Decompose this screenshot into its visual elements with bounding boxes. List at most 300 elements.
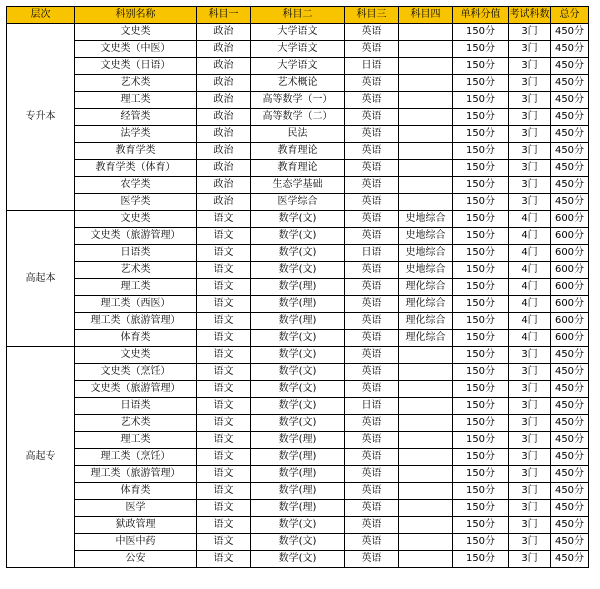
- category-cell: 文史类（中医）: [75, 41, 197, 58]
- category-cell: 法学类: [75, 126, 197, 143]
- score-cell: 150分: [453, 347, 509, 364]
- total-score-cell: 450分: [551, 432, 589, 449]
- subject-3-cell: 英语: [345, 279, 399, 296]
- category-cell: 医学: [75, 500, 197, 517]
- exam-count-cell: 4门: [509, 228, 551, 245]
- category-cell: 理工类: [75, 432, 197, 449]
- exam-count-cell: 3门: [509, 398, 551, 415]
- subject-4-cell: 史地综合: [399, 228, 453, 245]
- subject-2-cell: 生态学基础: [251, 177, 345, 194]
- total-score-cell: 600分: [551, 245, 589, 262]
- subject-1-cell: 政治: [197, 58, 251, 75]
- table-row: [7, 75, 589, 92]
- subject-1-cell: 政治: [197, 109, 251, 126]
- total-score-cell: 450分: [551, 364, 589, 381]
- table-row: [7, 347, 589, 364]
- subject-2-cell: 数学(文): [251, 551, 345, 568]
- subject-2-cell: 数学(文): [251, 347, 345, 364]
- subject-4-cell: [399, 415, 453, 432]
- exam-count-cell: 3门: [509, 432, 551, 449]
- table-row: [7, 211, 589, 228]
- total-score-cell: 600分: [551, 279, 589, 296]
- category-cell: 文史类（烹饪）: [75, 364, 197, 381]
- table-body: [7, 24, 589, 568]
- table-row: [7, 58, 589, 75]
- header-subject-1: 科目一: [197, 7, 251, 24]
- subject-1-cell: 政治: [197, 41, 251, 58]
- score-cell: 150分: [453, 262, 509, 279]
- table-header-row: [7, 7, 589, 24]
- category-cell: 理工类（西医）: [75, 296, 197, 313]
- level-cell: 高起专: [7, 347, 75, 568]
- total-score-cell: 450分: [551, 160, 589, 177]
- subject-2-cell: 数学(理): [251, 466, 345, 483]
- subject-4-cell: 史地综合: [399, 245, 453, 262]
- exam-count-cell: 3门: [509, 58, 551, 75]
- score-cell: 150分: [453, 58, 509, 75]
- total-score-cell: 450分: [551, 41, 589, 58]
- subject-4-cell: [399, 58, 453, 75]
- table-row: [7, 517, 589, 534]
- exam-count-cell: 3门: [509, 160, 551, 177]
- level-cell: 专升本: [7, 24, 75, 211]
- category-cell: 文史类: [75, 211, 197, 228]
- exam-count-cell: 3门: [509, 177, 551, 194]
- category-cell: 艺术类: [75, 262, 197, 279]
- total-score-cell: 450分: [551, 75, 589, 92]
- subject-4-cell: [399, 75, 453, 92]
- score-cell: 150分: [453, 449, 509, 466]
- subject-1-cell: 政治: [197, 24, 251, 41]
- subject-1-cell: 语文: [197, 466, 251, 483]
- subject-1-cell: 政治: [197, 143, 251, 160]
- subject-1-cell: 政治: [197, 160, 251, 177]
- subject-2-cell: 数学(文): [251, 211, 345, 228]
- exam-count-cell: 4门: [509, 211, 551, 228]
- table-row: [7, 92, 589, 109]
- subject-2-cell: 数学(文): [251, 245, 345, 262]
- score-cell: 150分: [453, 109, 509, 126]
- subject-1-cell: 语文: [197, 313, 251, 330]
- subject-3-cell: 英语: [345, 432, 399, 449]
- subject-4-cell: [399, 449, 453, 466]
- category-cell: 体育类: [75, 483, 197, 500]
- subject-3-cell: 英语: [345, 75, 399, 92]
- total-score-cell: 600分: [551, 330, 589, 347]
- table-row: [7, 109, 589, 126]
- subject-3-cell: 英语: [345, 313, 399, 330]
- subject-3-cell: 英语: [345, 500, 399, 517]
- subject-4-cell: [399, 398, 453, 415]
- subject-4-cell: [399, 517, 453, 534]
- subject-4-cell: 史地综合: [399, 211, 453, 228]
- category-cell: 医学类: [75, 194, 197, 211]
- score-cell: 150分: [453, 500, 509, 517]
- total-score-cell: 600分: [551, 211, 589, 228]
- exam-count-cell: 4门: [509, 330, 551, 347]
- total-score-cell: 600分: [551, 296, 589, 313]
- category-cell: 教育学类: [75, 143, 197, 160]
- score-cell: 150分: [453, 126, 509, 143]
- subject-3-cell: 英语: [345, 228, 399, 245]
- subject-1-cell: 语文: [197, 228, 251, 245]
- table-row: [7, 41, 589, 58]
- subject-1-cell: 政治: [197, 126, 251, 143]
- total-score-cell: 450分: [551, 347, 589, 364]
- subject-3-cell: 英语: [345, 483, 399, 500]
- subject-3-cell: 日语: [345, 58, 399, 75]
- subject-4-cell: [399, 126, 453, 143]
- header-level: 层次: [7, 7, 75, 24]
- table-row: [7, 415, 589, 432]
- table-row: [7, 381, 589, 398]
- subject-4-cell: 理化综合: [399, 279, 453, 296]
- category-cell: 理工类: [75, 279, 197, 296]
- category-cell: 理工类: [75, 92, 197, 109]
- score-cell: 150分: [453, 24, 509, 41]
- subject-2-cell: 教育理论: [251, 160, 345, 177]
- header-total-score: 总分: [551, 7, 589, 24]
- category-cell: 体育类: [75, 330, 197, 347]
- subject-4-cell: 史地综合: [399, 262, 453, 279]
- subject-4-cell: [399, 160, 453, 177]
- subject-2-cell: 高等数学（一）: [251, 92, 345, 109]
- subject-1-cell: 语文: [197, 432, 251, 449]
- category-cell: 艺术类: [75, 415, 197, 432]
- total-score-cell: 450分: [551, 398, 589, 415]
- total-score-cell: 450分: [551, 24, 589, 41]
- score-cell: 150分: [453, 381, 509, 398]
- score-cell: 150分: [453, 466, 509, 483]
- table-row: [7, 177, 589, 194]
- subject-2-cell: 数学(理): [251, 483, 345, 500]
- score-cell: 150分: [453, 517, 509, 534]
- total-score-cell: 450分: [551, 194, 589, 211]
- exam-count-cell: 3门: [509, 534, 551, 551]
- exam-count-cell: 3门: [509, 41, 551, 58]
- subject-2-cell: 数学(文): [251, 228, 345, 245]
- score-cell: 150分: [453, 177, 509, 194]
- category-cell: 理工类（烹饪）: [75, 449, 197, 466]
- subject-2-cell: 数学(文): [251, 330, 345, 347]
- header-subject-4: 科目四: [399, 7, 453, 24]
- total-score-cell: 450分: [551, 483, 589, 500]
- exam-count-cell: 4门: [509, 296, 551, 313]
- subject-1-cell: 政治: [197, 75, 251, 92]
- category-cell: 文史类: [75, 347, 197, 364]
- table-row: [7, 24, 589, 41]
- score-cell: 150分: [453, 296, 509, 313]
- header-subject-3: 科目三: [345, 7, 399, 24]
- table-row: [7, 500, 589, 517]
- exam-count-cell: 4门: [509, 245, 551, 262]
- category-cell: 公安: [75, 551, 197, 568]
- category-cell: 理工类（旅游管理）: [75, 466, 197, 483]
- subject-3-cell: 英语: [345, 534, 399, 551]
- total-score-cell: 600分: [551, 313, 589, 330]
- subject-2-cell: 大学语文: [251, 24, 345, 41]
- subject-3-cell: 英语: [345, 466, 399, 483]
- subject-4-cell: [399, 432, 453, 449]
- subject-3-cell: 英语: [345, 364, 399, 381]
- table-row: [7, 313, 589, 330]
- table-row: [7, 466, 589, 483]
- score-cell: 150分: [453, 41, 509, 58]
- subject-2-cell: 数学(理): [251, 279, 345, 296]
- subject-1-cell: 语文: [197, 211, 251, 228]
- subject-4-cell: [399, 24, 453, 41]
- score-cell: 150分: [453, 432, 509, 449]
- total-score-cell: 450分: [551, 92, 589, 109]
- subject-3-cell: 英语: [345, 296, 399, 313]
- subject-4-cell: [399, 347, 453, 364]
- subject-4-cell: [399, 534, 453, 551]
- total-score-cell: 450分: [551, 517, 589, 534]
- subject-1-cell: 语文: [197, 534, 251, 551]
- exam-count-cell: 4门: [509, 279, 551, 296]
- subject-3-cell: 英语: [345, 517, 399, 534]
- subject-3-cell: 日语: [345, 398, 399, 415]
- table-row: [7, 449, 589, 466]
- subject-1-cell: 语文: [197, 262, 251, 279]
- exam-count-cell: 3门: [509, 126, 551, 143]
- subject-4-cell: [399, 466, 453, 483]
- exam-count-cell: 3门: [509, 483, 551, 500]
- table-row: [7, 296, 589, 313]
- subject-2-cell: 数学(文): [251, 262, 345, 279]
- category-cell: 文史类（旅游管理）: [75, 228, 197, 245]
- exam-count-cell: 4门: [509, 313, 551, 330]
- subject-4-cell: 理化综合: [399, 330, 453, 347]
- subject-1-cell: 语文: [197, 381, 251, 398]
- total-score-cell: 450分: [551, 126, 589, 143]
- exam-count-cell: 3门: [509, 347, 551, 364]
- subject-3-cell: 英语: [345, 381, 399, 398]
- subject-2-cell: 艺术概论: [251, 75, 345, 92]
- score-cell: 150分: [453, 228, 509, 245]
- score-cell: 150分: [453, 483, 509, 500]
- exam-subject-table: [6, 6, 589, 568]
- subject-3-cell: 英语: [345, 41, 399, 58]
- subject-1-cell: 语文: [197, 347, 251, 364]
- subject-2-cell: 数学(文): [251, 364, 345, 381]
- subject-2-cell: 数学(文): [251, 381, 345, 398]
- subject-1-cell: 语文: [197, 449, 251, 466]
- subject-1-cell: 语文: [197, 551, 251, 568]
- total-score-cell: 450分: [551, 109, 589, 126]
- total-score-cell: 450分: [551, 415, 589, 432]
- total-score-cell: 450分: [551, 466, 589, 483]
- subject-2-cell: 数学(理): [251, 500, 345, 517]
- subject-1-cell: 语文: [197, 415, 251, 432]
- table-row: [7, 160, 589, 177]
- subject-2-cell: 医学综合: [251, 194, 345, 211]
- subject-2-cell: 民法: [251, 126, 345, 143]
- subject-4-cell: [399, 500, 453, 517]
- score-cell: 150分: [453, 143, 509, 160]
- exam-count-cell: 3门: [509, 75, 551, 92]
- exam-count-cell: 3门: [509, 449, 551, 466]
- subject-3-cell: 英语: [345, 262, 399, 279]
- total-score-cell: 450分: [551, 381, 589, 398]
- subject-2-cell: 数学(文): [251, 415, 345, 432]
- subject-1-cell: 语文: [197, 279, 251, 296]
- subject-3-cell: 英语: [345, 551, 399, 568]
- exam-count-cell: 3门: [509, 466, 551, 483]
- subject-2-cell: 数学(文): [251, 517, 345, 534]
- category-cell: 文史类: [75, 24, 197, 41]
- subject-3-cell: 英语: [345, 109, 399, 126]
- total-score-cell: 450分: [551, 143, 589, 160]
- score-cell: 150分: [453, 330, 509, 347]
- subject-2-cell: 数学(文): [251, 398, 345, 415]
- score-cell: 150分: [453, 92, 509, 109]
- subject-4-cell: [399, 194, 453, 211]
- score-cell: 150分: [453, 194, 509, 211]
- header-category: 科别名称: [75, 7, 197, 24]
- subject-4-cell: [399, 483, 453, 500]
- subject-2-cell: 数学(理): [251, 313, 345, 330]
- subject-4-cell: [399, 92, 453, 109]
- subject-4-cell: [399, 109, 453, 126]
- subject-3-cell: 英语: [345, 160, 399, 177]
- category-cell: 农学类: [75, 177, 197, 194]
- category-cell: 文史类（旅游管理）: [75, 381, 197, 398]
- subject-1-cell: 语文: [197, 517, 251, 534]
- table-row: [7, 143, 589, 160]
- score-cell: 150分: [453, 75, 509, 92]
- table-row: [7, 398, 589, 415]
- subject-4-cell: [399, 551, 453, 568]
- subject-3-cell: 英语: [345, 143, 399, 160]
- score-cell: 150分: [453, 364, 509, 381]
- table-row: [7, 194, 589, 211]
- header-exam-count: 考试科数: [509, 7, 551, 24]
- table-row: [7, 364, 589, 381]
- subject-2-cell: 大学语文: [251, 41, 345, 58]
- total-score-cell: 450分: [551, 58, 589, 75]
- table-row: [7, 262, 589, 279]
- table-row: [7, 483, 589, 500]
- subject-4-cell: 理化综合: [399, 313, 453, 330]
- subject-3-cell: 英语: [345, 92, 399, 109]
- subject-4-cell: [399, 177, 453, 194]
- category-cell: 文史类（日语）: [75, 58, 197, 75]
- table-row: [7, 534, 589, 551]
- category-cell: 日语类: [75, 245, 197, 262]
- subject-4-cell: [399, 381, 453, 398]
- subject-2-cell: 教育理论: [251, 143, 345, 160]
- exam-count-cell: 3门: [509, 143, 551, 160]
- subject-4-cell: [399, 41, 453, 58]
- subject-3-cell: 英语: [345, 415, 399, 432]
- category-cell: 教育学类（体育）: [75, 160, 197, 177]
- subject-1-cell: 语文: [197, 330, 251, 347]
- table-row: [7, 245, 589, 262]
- subject-1-cell: 语文: [197, 296, 251, 313]
- subject-3-cell: 英语: [345, 347, 399, 364]
- subject-2-cell: 数学(理): [251, 449, 345, 466]
- subject-3-cell: 日语: [345, 245, 399, 262]
- exam-count-cell: 3门: [509, 24, 551, 41]
- subject-3-cell: 英语: [345, 194, 399, 211]
- table-row: [7, 279, 589, 296]
- total-score-cell: 450分: [551, 551, 589, 568]
- exam-count-cell: 3门: [509, 364, 551, 381]
- table-row: [7, 228, 589, 245]
- subject-3-cell: 英语: [345, 330, 399, 347]
- subject-3-cell: 英语: [345, 126, 399, 143]
- exam-count-cell: 3门: [509, 551, 551, 568]
- exam-count-cell: 3门: [509, 92, 551, 109]
- exam-count-cell: 3门: [509, 194, 551, 211]
- subject-3-cell: 英语: [345, 211, 399, 228]
- total-score-cell: 450分: [551, 500, 589, 517]
- score-cell: 150分: [453, 313, 509, 330]
- score-cell: 150分: [453, 279, 509, 296]
- table-row: [7, 432, 589, 449]
- table-row: [7, 126, 589, 143]
- subject-4-cell: [399, 364, 453, 381]
- exam-count-cell: 3门: [509, 109, 551, 126]
- subject-3-cell: 英语: [345, 24, 399, 41]
- subject-4-cell: [399, 143, 453, 160]
- category-cell: 理工类（旅游管理）: [75, 313, 197, 330]
- subject-1-cell: 语文: [197, 364, 251, 381]
- subject-2-cell: 高等数学（二）: [251, 109, 345, 126]
- subject-1-cell: 政治: [197, 92, 251, 109]
- subject-2-cell: 数学(文): [251, 534, 345, 551]
- header-score-per-subject: 单科分值: [453, 7, 509, 24]
- subject-3-cell: 英语: [345, 449, 399, 466]
- total-score-cell: 450分: [551, 534, 589, 551]
- subject-1-cell: 语文: [197, 245, 251, 262]
- exam-count-cell: 3门: [509, 415, 551, 432]
- score-cell: 150分: [453, 160, 509, 177]
- table-row: [7, 330, 589, 347]
- category-cell: 日语类: [75, 398, 197, 415]
- score-cell: 150分: [453, 245, 509, 262]
- subject-2-cell: 数学(理): [251, 432, 345, 449]
- subject-2-cell: 大学语文: [251, 58, 345, 75]
- subject-1-cell: 政治: [197, 194, 251, 211]
- exam-subject-table-container: [6, 6, 588, 568]
- subject-3-cell: 英语: [345, 177, 399, 194]
- total-score-cell: 450分: [551, 449, 589, 466]
- total-score-cell: 450分: [551, 177, 589, 194]
- subject-1-cell: 语文: [197, 483, 251, 500]
- score-cell: 150分: [453, 398, 509, 415]
- table-row: [7, 551, 589, 568]
- level-cell: 高起本: [7, 211, 75, 347]
- exam-count-cell: 3门: [509, 517, 551, 534]
- subject-4-cell: 理化综合: [399, 296, 453, 313]
- subject-1-cell: 语文: [197, 398, 251, 415]
- exam-count-cell: 4门: [509, 262, 551, 279]
- category-cell: 中医中药: [75, 534, 197, 551]
- subject-1-cell: 政治: [197, 177, 251, 194]
- total-score-cell: 600分: [551, 262, 589, 279]
- score-cell: 150分: [453, 534, 509, 551]
- exam-count-cell: 3门: [509, 500, 551, 517]
- score-cell: 150分: [453, 211, 509, 228]
- exam-count-cell: 3门: [509, 381, 551, 398]
- category-cell: 狱政管理: [75, 517, 197, 534]
- category-cell: 经管类: [75, 109, 197, 126]
- header-subject-2: 科目二: [251, 7, 345, 24]
- subject-2-cell: 数学(理): [251, 296, 345, 313]
- score-cell: 150分: [453, 551, 509, 568]
